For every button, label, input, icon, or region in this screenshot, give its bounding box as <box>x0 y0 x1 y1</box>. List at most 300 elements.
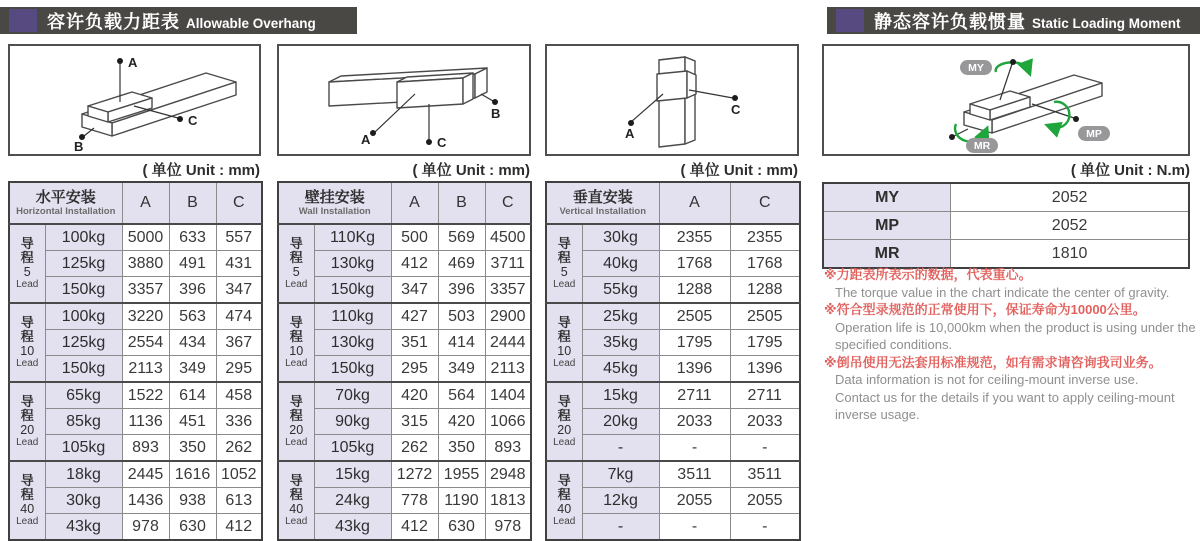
mr-badge: MR <box>973 140 991 152</box>
load-cell: 30kg <box>45 488 122 514</box>
value-cell: 2505 <box>730 303 800 330</box>
section-title <box>47 8 316 34</box>
load-cell: 35kg <box>582 330 659 356</box>
value-cell: 412 <box>216 514 262 541</box>
value-cell: 3880 <box>122 251 169 277</box>
value-cell: 614 <box>169 382 216 409</box>
lead-zh-char: 导 <box>289 236 303 251</box>
lead-zh-char: 程 <box>557 250 571 265</box>
table-row <box>546 488 800 514</box>
column-header-a: A <box>122 182 169 224</box>
lead-number: 10 <box>557 344 572 358</box>
value-cell: 893 <box>485 435 531 462</box>
section-title-en: Static Loading Moment <box>1032 15 1181 31</box>
unit-label-mm: ( 单位 Unit : mm) <box>412 162 530 179</box>
lead-zh-char: 导 <box>557 473 571 488</box>
column-header-c: C <box>216 182 262 224</box>
load-cell: 65kg <box>45 382 122 409</box>
moment-value: 2052 <box>951 183 1189 212</box>
table-row <box>278 435 531 462</box>
lead-zh-char: 导 <box>289 473 303 488</box>
value-cell: - <box>730 435 800 462</box>
value-cell: 2355 <box>659 224 730 251</box>
lead-zh-char: 程 <box>557 408 571 423</box>
lead-number: 5 <box>292 265 300 279</box>
value-cell: 349 <box>438 356 485 383</box>
table-row <box>546 409 800 435</box>
note-zh: ※倒吊使用无法套用标准规范，如有需求请咨询我司业务。 <box>824 354 1162 370</box>
lead-number: 40 <box>289 502 304 516</box>
installation-name-en: Wall Installation <box>298 206 371 217</box>
value-cell: 2113 <box>485 356 531 383</box>
purple-accent-square <box>836 9 864 32</box>
load-cell: 130kg <box>314 251 391 277</box>
table-row <box>9 224 262 251</box>
load-cell: 150kg <box>314 356 391 383</box>
lead-zh-char: 程 <box>20 408 34 423</box>
load-cell: 25kg <box>582 303 659 330</box>
horizontal-installation-table <box>8 181 261 541</box>
load-cell: - <box>582 435 659 462</box>
lead-number: 20 <box>557 423 572 437</box>
table-row <box>9 330 262 356</box>
table-row <box>278 356 531 383</box>
moment-table <box>822 182 1190 269</box>
table-row <box>9 251 262 277</box>
value-cell: 262 <box>391 435 438 462</box>
value-cell: 349 <box>169 356 216 383</box>
purple-accent-square <box>9 9 37 32</box>
value-cell: 431 <box>216 251 262 277</box>
table-row <box>278 409 531 435</box>
value-cell: 295 <box>391 356 438 383</box>
table-row <box>278 251 531 277</box>
lead-en: Lead <box>285 516 308 527</box>
value-cell: 347 <box>216 277 262 304</box>
value-cell: 451 <box>169 409 216 435</box>
load-cell: 55kg <box>582 277 659 304</box>
header-row <box>278 182 531 224</box>
lead-cell <box>546 461 582 540</box>
lead-cell <box>9 303 45 382</box>
load-cell: 70kg <box>314 382 391 409</box>
load-cell: 105kg <box>314 435 391 462</box>
lead-zh-char: 导 <box>557 236 571 251</box>
lead-en: Lead <box>16 358 39 369</box>
table-row <box>9 488 262 514</box>
lead-zh-char: 导 <box>289 315 303 330</box>
lead-number: 20 <box>289 423 304 437</box>
load-cell: 90kg <box>314 409 391 435</box>
lead-en: Lead <box>16 279 39 290</box>
load-cell: 100kg <box>45 303 122 330</box>
moment-value: 1810 <box>951 240 1189 269</box>
table-row <box>9 409 262 435</box>
value-cell: 295 <box>216 356 262 383</box>
value-cell: 351 <box>391 330 438 356</box>
lead-number: 5 <box>560 265 568 279</box>
note-en: inverse usage. <box>835 407 920 422</box>
dim-label-a: A <box>625 126 635 141</box>
load-cell: 43kg <box>45 514 122 541</box>
wall-installation-table <box>277 181 531 541</box>
note-en: specified conditions. <box>835 337 953 352</box>
value-cell: 427 <box>391 303 438 330</box>
value-cell: 474 <box>216 303 262 330</box>
table-row <box>278 514 531 541</box>
table-row <box>9 435 262 462</box>
table-row <box>546 303 800 330</box>
unit-label-nm: ( 单位 Unit : N.m) <box>1070 162 1190 179</box>
table-row <box>278 461 531 488</box>
table-row <box>278 303 531 330</box>
value-cell: 613 <box>216 488 262 514</box>
load-cell: 43kg <box>314 514 391 541</box>
lead-en: Lead <box>553 437 576 448</box>
value-cell: 434 <box>169 330 216 356</box>
lead-cell <box>546 303 582 382</box>
lead-number: 20 <box>20 423 35 437</box>
value-cell: 5000 <box>122 224 169 251</box>
lead-cell <box>278 382 314 461</box>
value-cell: 630 <box>438 514 485 541</box>
value-cell: 1955 <box>438 461 485 488</box>
value-cell: 2505 <box>659 303 730 330</box>
value-cell: 557 <box>216 224 262 251</box>
table-head <box>278 182 531 224</box>
value-cell: 1396 <box>730 356 800 383</box>
moment-table-body <box>823 183 1189 268</box>
value-cell: 893 <box>122 435 169 462</box>
value-cell: 458 <box>216 382 262 409</box>
value-cell: 396 <box>169 277 216 304</box>
load-cell: 150kg <box>45 356 122 383</box>
lead-zh-char: 导 <box>557 394 571 409</box>
table-row <box>9 382 262 409</box>
table-row <box>9 277 262 304</box>
installation-name <box>9 182 122 224</box>
lead-zh-char: 程 <box>557 329 571 344</box>
value-cell: - <box>659 435 730 462</box>
moment-key: MR <box>823 240 951 269</box>
value-cell: 1066 <box>485 409 531 435</box>
value-cell: 491 <box>169 251 216 277</box>
value-cell: 420 <box>391 382 438 409</box>
value-cell: 420 <box>438 409 485 435</box>
value-cell: 2055 <box>730 488 800 514</box>
table-row <box>546 382 800 409</box>
lead-zh-char: 程 <box>289 250 303 265</box>
lead-zh-char: 导 <box>20 315 34 330</box>
installation-name-zh: 壁挂安装 <box>304 189 365 206</box>
overhang-table-wall <box>277 181 532 541</box>
value-cell: 2355 <box>730 224 800 251</box>
value-cell: 396 <box>438 277 485 304</box>
table-row <box>278 382 531 409</box>
value-cell: 1288 <box>659 277 730 304</box>
dim-label-c: C <box>437 135 447 150</box>
value-cell: 469 <box>438 251 485 277</box>
load-cell: 125kg <box>45 330 122 356</box>
value-cell: 350 <box>169 435 216 462</box>
load-cell: 15kg <box>314 461 391 488</box>
moment-key: MY <box>823 183 951 212</box>
table-row <box>278 330 531 356</box>
value-cell: 3511 <box>659 461 730 488</box>
header-row <box>9 182 262 224</box>
note-en: Contact us for the details if you want to apply ceiling-mount <box>835 389 1175 405</box>
installation-name-en: Vertical Installation <box>559 206 647 217</box>
overhang-table-vertical <box>545 181 801 541</box>
value-cell: 1190 <box>438 488 485 514</box>
load-cell: - <box>582 514 659 541</box>
table-row <box>9 303 262 330</box>
load-cell: 130kg <box>314 330 391 356</box>
value-cell: 367 <box>216 330 262 356</box>
value-cell: 633 <box>169 224 216 251</box>
value-cell: 2711 <box>730 382 800 409</box>
note-en: Operation life is 10,000km when the product is using under the <box>835 319 1196 335</box>
table-row <box>546 277 800 304</box>
table-head <box>546 182 800 224</box>
lead-zh-char: 导 <box>20 473 34 488</box>
lead-cell <box>9 224 45 303</box>
horizontal-installation-diagram <box>8 44 261 156</box>
table-row <box>278 277 531 304</box>
table-row <box>278 488 531 514</box>
value-cell: 1436 <box>122 488 169 514</box>
value-cell: 1052 <box>216 461 262 488</box>
column-header-a: A <box>659 182 730 224</box>
value-cell: 412 <box>391 251 438 277</box>
value-cell: 347 <box>391 277 438 304</box>
value-cell: 1396 <box>659 356 730 383</box>
lead-zh-char: 程 <box>557 487 571 502</box>
dim-label-a: A <box>128 55 138 70</box>
value-cell: 2055 <box>659 488 730 514</box>
value-cell: 1768 <box>730 251 800 277</box>
lead-cell <box>9 382 45 461</box>
unit-label-mm: ( 单位 Unit : mm) <box>680 162 798 179</box>
lead-en: Lead <box>553 279 576 290</box>
load-cell: 18kg <box>45 461 122 488</box>
table-body <box>9 224 262 540</box>
table-row <box>546 461 800 488</box>
value-cell: 2444 <box>485 330 531 356</box>
lead-cell <box>546 224 582 303</box>
value-cell: 778 <box>391 488 438 514</box>
load-cell: 45kg <box>582 356 659 383</box>
value-cell: 630 <box>169 514 216 541</box>
value-cell: 2948 <box>485 461 531 488</box>
lead-en: Lead <box>16 437 39 448</box>
load-cell: 24kg <box>314 488 391 514</box>
note-en: Data information is not for ceiling-mount inverse use. <box>835 372 1139 387</box>
lead-zh-char: 程 <box>20 329 34 344</box>
value-cell: 978 <box>122 514 169 541</box>
dim-label-a: A <box>361 132 371 147</box>
table-body <box>546 224 800 540</box>
overhang-table-horizontal <box>8 181 263 541</box>
value-cell: 1136 <box>122 409 169 435</box>
lead-number: 5 <box>23 265 31 279</box>
lead-cell <box>9 461 45 540</box>
dim-label-b: B <box>74 139 84 154</box>
installation-name-zh: 水平安装 <box>35 189 96 206</box>
lead-en: Lead <box>16 516 39 527</box>
section-title-zh: 容许负载力距表 <box>47 11 180 32</box>
load-cell: 110Kg <box>314 224 391 251</box>
lead-zh-char: 导 <box>20 394 34 409</box>
value-cell: - <box>659 514 730 541</box>
lead-en: Lead <box>553 358 576 369</box>
load-cell: 100kg <box>45 224 122 251</box>
value-cell: 1404 <box>485 382 531 409</box>
lead-zh-char: 程 <box>20 487 34 502</box>
table-row <box>546 514 800 541</box>
table-row <box>546 251 800 277</box>
moment-axes-diagram <box>822 44 1190 156</box>
value-cell: 2900 <box>485 303 531 330</box>
lead-cell <box>546 382 582 461</box>
my-badge: MY <box>968 62 984 74</box>
lead-en: Lead <box>285 358 308 369</box>
value-cell: 2711 <box>659 382 730 409</box>
value-cell: 315 <box>391 409 438 435</box>
table-row <box>9 356 262 383</box>
section-header-allowable-overhang <box>0 7 357 34</box>
value-cell: 500 <box>391 224 438 251</box>
vertical-installation-table <box>545 181 799 541</box>
section-header-static-loading-moment <box>827 7 1200 34</box>
moment-rail-drawing <box>824 46 1188 154</box>
installation-name <box>546 182 659 224</box>
load-cell: 150kg <box>45 277 122 304</box>
value-cell: 3511 <box>730 461 800 488</box>
table-row <box>278 224 531 251</box>
table-row <box>546 224 800 251</box>
value-cell: 336 <box>216 409 262 435</box>
horizontal-rail-drawing <box>10 46 259 154</box>
value-cell: 1272 <box>391 461 438 488</box>
lead-number: 40 <box>20 502 35 516</box>
load-cell: 12kg <box>582 488 659 514</box>
column-header-c: C <box>730 182 800 224</box>
value-cell: 1616 <box>169 461 216 488</box>
value-cell: 938 <box>169 488 216 514</box>
load-cell: 110kg <box>314 303 391 330</box>
value-cell: 3711 <box>485 251 531 277</box>
column-header-b: B <box>169 182 216 224</box>
value-cell: 1795 <box>659 330 730 356</box>
dim-label-b: B <box>491 106 501 121</box>
table-row <box>546 435 800 462</box>
load-cell: 125kg <box>45 251 122 277</box>
value-cell: 2113 <box>122 356 169 383</box>
value-cell: 414 <box>438 330 485 356</box>
value-cell: 1522 <box>122 382 169 409</box>
value-cell: 1795 <box>730 330 800 356</box>
value-cell: 2445 <box>122 461 169 488</box>
vertical-rail-drawing <box>547 46 797 154</box>
value-cell: 3220 <box>122 303 169 330</box>
table-body <box>278 224 531 540</box>
moment-key: MP <box>823 212 951 240</box>
lead-zh-char: 程 <box>289 487 303 502</box>
note-zh: ※力距表所表示的数据，代表重心。 <box>824 267 1032 282</box>
section-title-en: Allowable Overhang <box>186 15 316 31</box>
table-row <box>546 356 800 383</box>
lead-en: Lead <box>553 516 576 527</box>
value-cell: 262 <box>216 435 262 462</box>
mp-badge: MP <box>1086 128 1102 140</box>
value-cell: 1768 <box>659 251 730 277</box>
value-cell: 2033 <box>659 409 730 435</box>
value-cell: 1813 <box>485 488 531 514</box>
table-row <box>9 461 262 488</box>
load-cell: 15kg <box>582 382 659 409</box>
value-cell: 350 <box>438 435 485 462</box>
value-cell: 3357 <box>485 277 531 304</box>
lead-cell <box>278 461 314 540</box>
column-header-c: C <box>485 182 531 224</box>
moment-row <box>823 240 1189 269</box>
installation-name-en: Horizontal Installation <box>16 206 116 217</box>
value-cell: - <box>730 514 800 541</box>
lead-en: Lead <box>285 279 308 290</box>
load-cell: 85kg <box>45 409 122 435</box>
load-cell: 20kg <box>582 409 659 435</box>
table-head <box>9 182 262 224</box>
value-cell: 4500 <box>485 224 531 251</box>
note-en: The torque value in the chart indicate the center of gravity. <box>835 284 1170 300</box>
lead-zh-char: 程 <box>20 250 34 265</box>
footnotes <box>824 266 1198 424</box>
wall-rail-drawing <box>279 46 529 154</box>
section-title <box>874 8 1181 34</box>
note-zh: ※符合型录规范的正常使用下，保证寿命为10000公里。 <box>824 302 1146 317</box>
moment-value: 2052 <box>951 212 1189 240</box>
value-cell: 564 <box>438 382 485 409</box>
table-row <box>546 330 800 356</box>
wall-installation-diagram <box>277 44 531 156</box>
moment-row <box>823 212 1189 240</box>
column-header-a: A <box>391 182 438 224</box>
lead-zh-char: 导 <box>20 236 34 251</box>
value-cell: 563 <box>169 303 216 330</box>
lead-number: 10 <box>289 344 304 358</box>
load-cell: 150kg <box>314 277 391 304</box>
installation-name <box>278 182 391 224</box>
static-loading-moment-table <box>822 182 1190 269</box>
value-cell: 978 <box>485 514 531 541</box>
load-cell: 105kg <box>45 435 122 462</box>
lead-cell <box>278 303 314 382</box>
value-cell: 2554 <box>122 330 169 356</box>
lead-zh-char: 程 <box>289 329 303 344</box>
lead-zh-char: 导 <box>289 394 303 409</box>
load-cell: 7kg <box>582 461 659 488</box>
moment-row <box>823 183 1189 212</box>
lead-zh-char: 导 <box>557 315 571 330</box>
vertical-installation-diagram <box>545 44 799 156</box>
lead-cell <box>278 224 314 303</box>
load-cell: 40kg <box>582 251 659 277</box>
lead-number: 40 <box>557 502 572 516</box>
section-title-zh: 静态容许负载惯量 <box>874 11 1026 32</box>
column-header-b: B <box>438 182 485 224</box>
lead-number: 10 <box>20 344 35 358</box>
